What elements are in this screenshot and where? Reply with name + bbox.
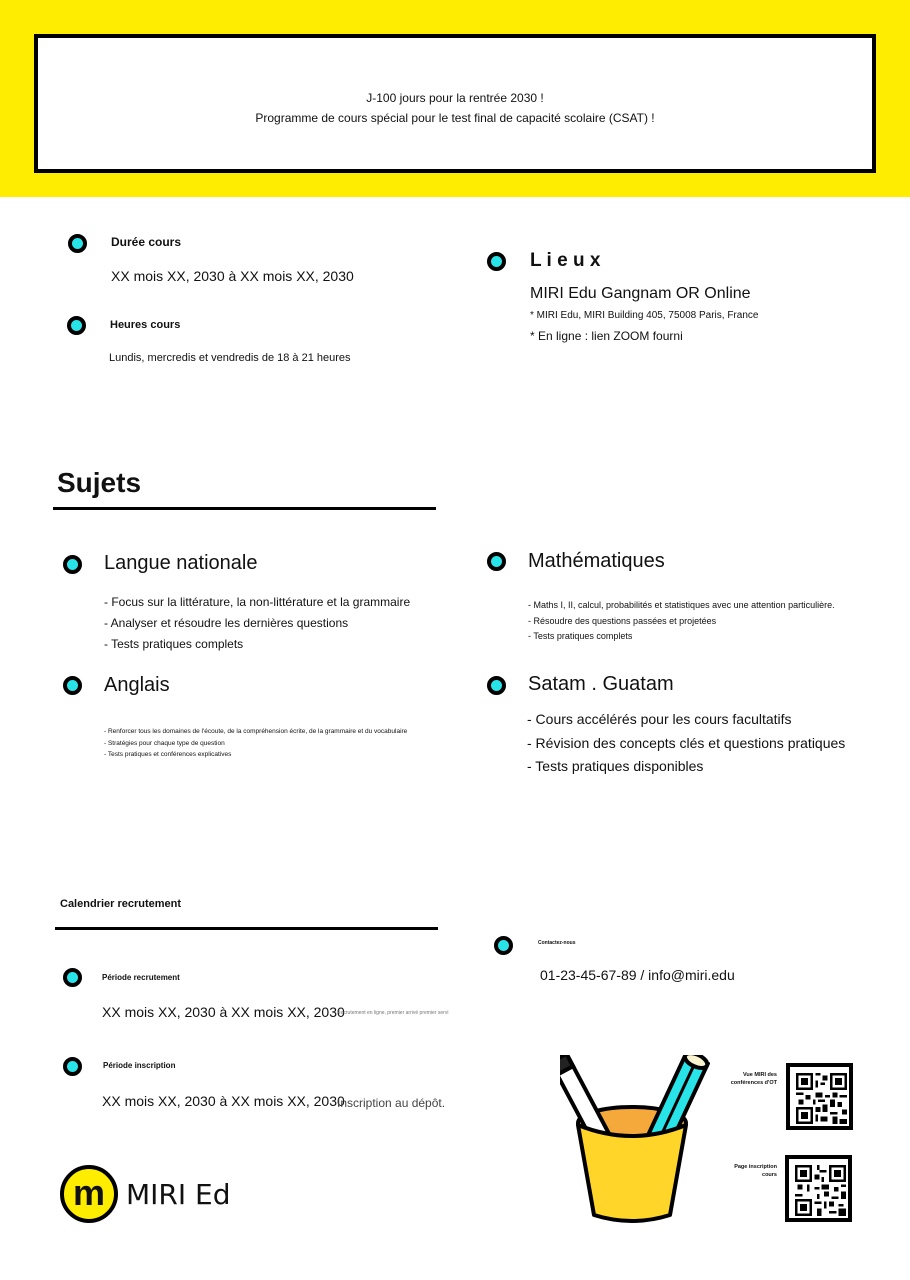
list-item: - Cours accélérés pour les cours facultatifs bbox=[527, 711, 792, 727]
location-note-online: * En ligne : lien ZOOM fourni bbox=[530, 329, 683, 343]
registration-period-label: Période inscription bbox=[103, 1061, 176, 1070]
qr-code-lectures-icon[interactable] bbox=[786, 1063, 853, 1130]
contact-label: Contactez-nous bbox=[538, 940, 576, 946]
bullet-dot-icon bbox=[68, 234, 87, 253]
pencil-cup-icon bbox=[560, 1055, 710, 1230]
list-item: - Focus sur la littérature, la non-littérature et la grammaire bbox=[104, 595, 411, 609]
brand-logo-letter: m bbox=[72, 1172, 105, 1213]
list-item: - Tests pratiques et conférences explicatives bbox=[104, 751, 232, 758]
bullet-dot-icon bbox=[63, 1057, 82, 1076]
banner-box bbox=[34, 34, 876, 173]
list-item: - Révision des concepts clés et questions pratiques bbox=[527, 734, 846, 751]
registration-period-note: Inscription au dépôt. bbox=[337, 1096, 446, 1110]
subject-title: Satam . Guatam bbox=[528, 673, 674, 695]
subject-title: Langue nationale bbox=[104, 552, 258, 574]
list-item: - Tests pratiques complets bbox=[528, 631, 633, 641]
subjects-heading: Sujets bbox=[57, 467, 142, 498]
location-label: L i e u x bbox=[530, 250, 601, 271]
duration-label: Durée cours bbox=[111, 235, 182, 249]
bullet-dot-icon bbox=[63, 555, 82, 574]
subject-title: Anglais bbox=[104, 674, 170, 696]
recruitment-heading: Calendrier recrutement bbox=[60, 898, 182, 910]
bullet-dot-icon bbox=[487, 676, 506, 695]
list-item: - Tests pratiques disponibles bbox=[527, 758, 704, 774]
recruitment-period-note: Recrutement en ligne, premier arrivé premier servi bbox=[337, 1010, 449, 1016]
bullet-dot-icon bbox=[487, 252, 506, 271]
banner-headline: J-100 jours pour la rentrée 2030 ! bbox=[366, 91, 544, 105]
bullet-dot-icon bbox=[487, 552, 506, 571]
subject-title: Mathématiques bbox=[528, 550, 665, 572]
location-note-address: * MIRI Edu, MIRI Building 405, 75008 Paris, France bbox=[530, 310, 759, 321]
subject-bullets bbox=[104, 726, 407, 761]
bullet-dot-icon bbox=[494, 936, 513, 955]
list-item: - Renforcer tous les domaines de l'écoute, de la compréhension écrite, de la grammaire et du vocabulaire bbox=[104, 728, 408, 735]
banner-subheadline: Programme de cours spécial pour le test final de capacité scolaire (CSAT) ! bbox=[255, 111, 655, 125]
brand-name: MIRI Ed bbox=[126, 1178, 231, 1211]
subject-bullets bbox=[528, 598, 835, 645]
header-banner bbox=[0, 0, 910, 197]
list-item: - Maths I, II, calcul, probabilités et statistiques avec une attention particulière. bbox=[528, 600, 835, 610]
bullet-dot-icon bbox=[63, 968, 82, 987]
registration-period-value: XX mois XX, 2030 à XX mois XX, 2030 bbox=[102, 1093, 345, 1109]
recruitment-period-value: XX mois XX, 2030 à XX mois XX, 2030 bbox=[102, 1004, 345, 1020]
bullet-dot-icon bbox=[63, 676, 82, 695]
list-item: - Stratégies pour chaque type de question bbox=[104, 739, 225, 747]
list-item: - Analyser et résoudre les dernières questions bbox=[104, 616, 349, 630]
bullet-dot-icon bbox=[67, 316, 86, 335]
brand-logo bbox=[60, 1165, 118, 1223]
qr-lectures-label: Vue MIRI des conférences d'OT bbox=[730, 1072, 777, 1086]
hours-label: Heures cours bbox=[110, 319, 181, 331]
subjects-divider bbox=[53, 507, 436, 510]
subject-bullets bbox=[104, 592, 410, 655]
location-value: MIRI Edu Gangnam OR Online bbox=[530, 285, 751, 302]
recruitment-divider bbox=[55, 927, 438, 930]
contact-value: 01-23-45-67-89 / info@miri.edu bbox=[540, 967, 735, 983]
qr-registration-label: Page inscription cours bbox=[734, 1164, 777, 1178]
duration-value: XX mois XX, 2030 à XX mois XX, 2030 bbox=[111, 268, 354, 284]
hours-value: Lundis, mercredis et vendredis de 18 à 21 heures bbox=[109, 352, 351, 364]
subject-bullets bbox=[527, 708, 845, 779]
list-item: - Résoudre des questions passées et projetées bbox=[528, 615, 717, 626]
list-item: - Tests pratiques complets bbox=[104, 637, 244, 651]
recruitment-period-label: Période recrutement bbox=[102, 973, 180, 982]
qr-code-registration-icon[interactable] bbox=[785, 1155, 852, 1222]
